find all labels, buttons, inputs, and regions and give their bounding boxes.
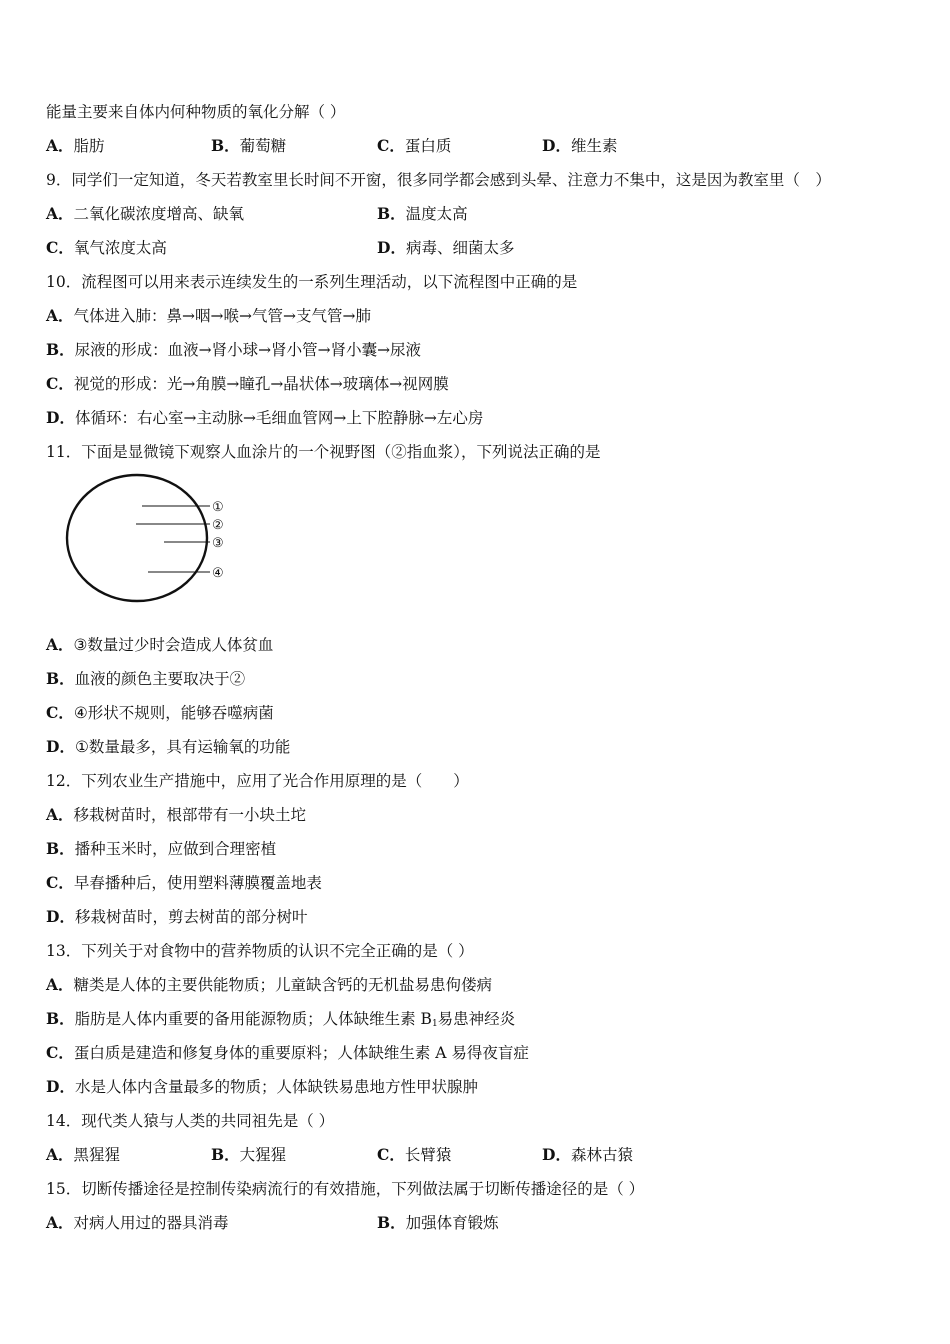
option-text: 病毒、细菌太多 bbox=[405, 239, 515, 257]
option-d[interactable] bbox=[46, 906, 307, 928]
option-letter: D． bbox=[46, 737, 75, 756]
option-a[interactable] bbox=[46, 305, 371, 327]
figure-label-3: ③ bbox=[212, 536, 224, 551]
option-a[interactable] bbox=[46, 135, 105, 157]
option-d[interactable] bbox=[542, 135, 617, 157]
option-letter: A． bbox=[46, 1145, 74, 1164]
option-text: 葡萄糖 bbox=[239, 137, 287, 155]
option-letter: C． bbox=[46, 238, 74, 257]
option-text: 大猩猩 bbox=[239, 1146, 287, 1164]
option-a[interactable] bbox=[46, 203, 244, 225]
option-letter: A． bbox=[46, 136, 74, 155]
option-a[interactable] bbox=[46, 1212, 229, 1234]
option-text: 二氧化碳浓度增高、缺氧 bbox=[73, 205, 245, 223]
option-text: ③数量过少时会造成人体贫血 bbox=[73, 636, 274, 654]
option-text: 长臂猿 bbox=[404, 1146, 452, 1164]
option-text: 对病人用过的器具消毒 bbox=[73, 1214, 229, 1232]
option-b[interactable] bbox=[46, 838, 276, 860]
option-text: 播种玉米时，应做到合理密植 bbox=[74, 840, 277, 858]
option-a[interactable] bbox=[46, 974, 492, 996]
option-text: 蛋白质是建造和修复身体的重要原料；人体缺维生素 A 易得夜盲症 bbox=[73, 1044, 529, 1062]
option-text: 早春播种后，使用塑料薄膜覆盖地表 bbox=[73, 874, 322, 892]
option-letter: D． bbox=[377, 238, 406, 257]
option-a[interactable] bbox=[46, 634, 273, 656]
option-b[interactable] bbox=[46, 339, 421, 361]
figure-label-1: ① bbox=[212, 500, 224, 515]
figure-label-4: ④ bbox=[212, 566, 224, 581]
option-text: 气体进入肺：鼻→咽→喉→气管→支气管→肺 bbox=[73, 307, 371, 325]
option-text: 蛋白质 bbox=[404, 137, 452, 155]
option-letter: B． bbox=[377, 1213, 406, 1232]
question-8-options bbox=[46, 135, 926, 157]
option-text: 移栽树苗时，根部带有一小块土坨 bbox=[73, 806, 307, 824]
option-letter: D． bbox=[542, 1145, 571, 1164]
option-a[interactable] bbox=[46, 1144, 120, 1166]
option-b[interactable] bbox=[46, 668, 245, 690]
option-d[interactable] bbox=[46, 407, 483, 429]
label-lines bbox=[136, 506, 210, 572]
question-14-options bbox=[46, 1144, 926, 1166]
option-text-after: 易患神经炎 bbox=[437, 1010, 516, 1028]
option-text: 森林古猿 bbox=[570, 1146, 633, 1164]
option-letter: C． bbox=[46, 374, 74, 393]
option-letter: C． bbox=[377, 136, 405, 155]
option-c[interactable] bbox=[377, 135, 451, 157]
figure-labels bbox=[212, 500, 224, 581]
option-c[interactable] bbox=[46, 872, 322, 894]
question-15-stem: 15．切断传播途径是控制传染病流行的有效措施，下列做法属于切断传播途径的是（ ） bbox=[46, 1180, 645, 1198]
question-13-stem: 13．下列关于对食物中的营养物质的认识不完全正确的是（ ） bbox=[46, 942, 474, 960]
option-b[interactable] bbox=[211, 135, 286, 157]
option-letter: B． bbox=[46, 839, 75, 858]
option-c[interactable] bbox=[46, 702, 274, 724]
option-text: 糖类是人体的主要供能物质；儿童缺含钙的无机盐易患佝偻病 bbox=[73, 976, 493, 994]
option-text: 脂肪是人体内重要的备用能源物质；人体缺维生素 B bbox=[74, 1010, 432, 1028]
option-text: 视觉的形成：光→角膜→瞳孔→晶状体→玻璃体→视网膜 bbox=[73, 375, 449, 393]
question-12-stem: 12．下列农业生产措施中，应用了光合作用原理的是（ ） bbox=[46, 772, 469, 790]
option-letter: D． bbox=[46, 907, 75, 926]
option-letter: D． bbox=[46, 1077, 75, 1096]
option-letter: A． bbox=[46, 306, 74, 325]
option-letter: D． bbox=[542, 136, 571, 155]
option-text: 加强体育锻炼 bbox=[405, 1214, 499, 1232]
question-15-options bbox=[46, 1212, 926, 1234]
option-b[interactable] bbox=[211, 1144, 286, 1166]
question-8-stem: 能量主要来自体内何种物质的氧化分解（ ） bbox=[46, 103, 346, 121]
question-10-stem: 10．流程图可以用来表示连续发生的一系列生理活动，以下流程图中正确的是 bbox=[46, 273, 578, 291]
vitamin-subscript: 1 bbox=[431, 1019, 438, 1029]
option-c[interactable] bbox=[46, 237, 167, 259]
option-d[interactable] bbox=[46, 1076, 478, 1098]
option-text: 移栽树苗时，剪去树苗的部分树叶 bbox=[74, 908, 308, 926]
option-letter: C． bbox=[46, 873, 74, 892]
option-text: 体循环：右心室→主动脉→毛细血管网→上下腔静脉→左心房 bbox=[74, 409, 484, 427]
option-b[interactable] bbox=[377, 203, 468, 225]
option-letter: B． bbox=[46, 340, 75, 359]
option-letter: A． bbox=[46, 204, 74, 223]
option-d[interactable] bbox=[542, 1144, 633, 1166]
option-b[interactable] bbox=[377, 1212, 499, 1234]
option-d[interactable] bbox=[46, 736, 290, 758]
blood-smear-svg bbox=[64, 470, 244, 608]
option-c[interactable] bbox=[377, 1144, 451, 1166]
question-9-options-row-1 bbox=[46, 203, 926, 225]
question-14-stem: 14．现代类人猿与人类的共同祖先是（ ） bbox=[46, 1112, 335, 1130]
microscope-field bbox=[67, 475, 207, 601]
option-text: 尿液的形成：血液→肾小球→肾小管→肾小囊→尿液 bbox=[74, 341, 422, 359]
option-letter: D． bbox=[46, 408, 75, 427]
option-d[interactable] bbox=[377, 237, 514, 259]
option-b[interactable] bbox=[46, 1008, 515, 1035]
option-letter: A． bbox=[46, 1213, 74, 1232]
option-text: 脂肪 bbox=[73, 137, 105, 155]
option-a[interactable] bbox=[46, 804, 306, 826]
question-11-stem: 11．下面是显微镜下观察人血涂片的一个视野图（②指血浆），下列说法正确的是 bbox=[46, 443, 601, 461]
blood-smear-figure bbox=[64, 470, 244, 608]
option-letter: B． bbox=[211, 136, 240, 155]
option-text: ④形状不规则，能够吞噬病菌 bbox=[73, 704, 274, 722]
option-letter: B． bbox=[46, 1009, 75, 1028]
option-text: 氧气浓度太高 bbox=[73, 239, 167, 257]
option-letter: A． bbox=[46, 975, 74, 994]
option-text: 维生素 bbox=[570, 137, 618, 155]
option-letter: A． bbox=[46, 805, 74, 824]
option-letter: B． bbox=[377, 204, 406, 223]
option-letter: B． bbox=[211, 1145, 240, 1164]
question-9-options-row-2 bbox=[46, 237, 926, 259]
option-c[interactable] bbox=[46, 373, 449, 395]
option-letter: B． bbox=[46, 669, 75, 688]
option-letter: C． bbox=[46, 703, 74, 722]
question-9-stem: 9．同学们一定知道，冬天若教室里长时间不开窗，很多同学都会感到头晕、注意力不集中，这是因为教室里（ ） bbox=[46, 171, 831, 189]
option-letter: C． bbox=[46, 1043, 74, 1062]
option-text: 水是人体内含量最多的物质；人体缺铁易患地方性甲状腺肿 bbox=[74, 1078, 478, 1096]
figure-label-2: ② bbox=[212, 518, 224, 533]
option-text: 温度太高 bbox=[405, 205, 468, 223]
option-text: 黑猩猩 bbox=[73, 1146, 121, 1164]
option-letter: A． bbox=[46, 635, 74, 654]
option-text: 血液的颜色主要取决于② bbox=[74, 670, 246, 688]
option-letter: C． bbox=[377, 1145, 405, 1164]
option-c[interactable] bbox=[46, 1042, 529, 1064]
option-text: ①数量最多，具有运输氧的功能 bbox=[74, 738, 291, 756]
